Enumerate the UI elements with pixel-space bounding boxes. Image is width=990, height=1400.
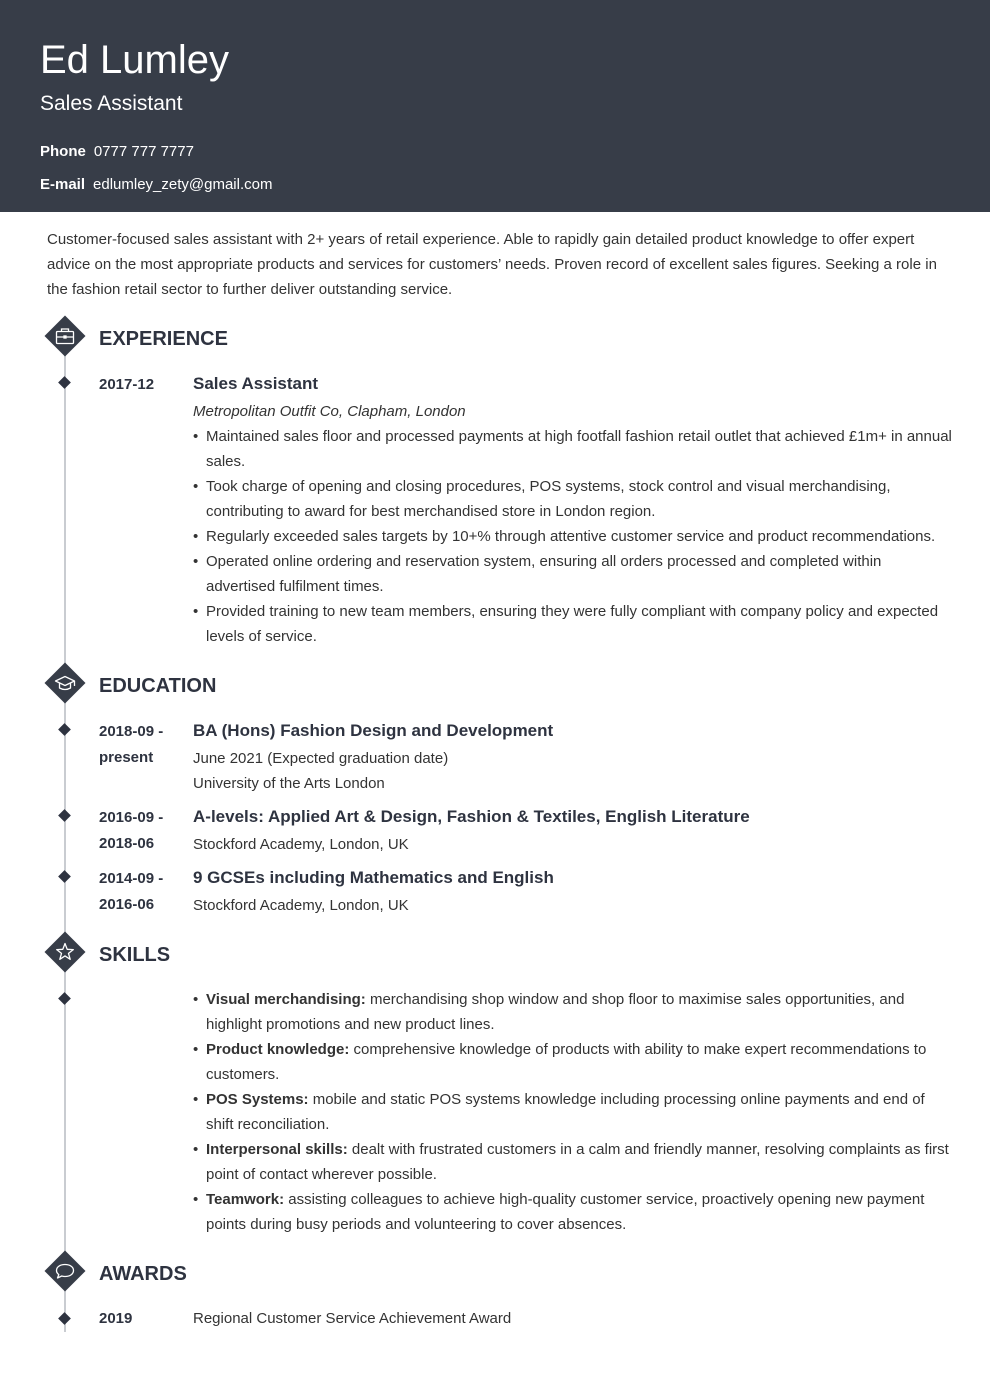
list-item: • Took charge of opening and closing procedures, POS systems, stock control and visual merchandising, contributing to award for best merchandised store in London region. [193, 474, 953, 524]
list-item [193, 987, 953, 1037]
education-title: 9 GCSEs including Mathematics and English [193, 868, 554, 887]
education-heading: EDUCATION [99, 675, 217, 697]
list-item [193, 1087, 953, 1137]
job-bullets [193, 424, 953, 649]
email-row [40, 176, 272, 194]
briefcase-icon [44, 315, 86, 357]
list-item: • Operated online ordering and reservation system, ensuring all orders processed and completed within advertised fulfilment times. [193, 549, 953, 599]
email-value[interactable]: edlumley_zety@gmail.com [93, 176, 273, 193]
job-title: Sales Assistant [193, 374, 319, 393]
email-label: E-mail [40, 176, 86, 193]
experience-heading: EXPERIENCE [99, 328, 228, 350]
timeline-dot [58, 809, 71, 822]
experience-date: 2017-12 [99, 376, 155, 393]
job-company: Metropolitan Outfit Co, Clapham, London [193, 403, 466, 420]
list-item: • Maintained sales floor and processed payments at high footfall fashion retail outlet that achieved £1m+ in annual sales. [193, 424, 953, 474]
timeline-dot [58, 723, 71, 736]
skill-name: Teamwork: [206, 1191, 285, 1208]
education-title: BA (Hons) Fashion Design and Development [193, 721, 554, 740]
skill-name: Visual merchandising: [206, 991, 366, 1008]
education-date-end: 2016-06 [99, 896, 155, 913]
education-school: Stockford Academy, London, UK [193, 897, 409, 914]
skill-description: dealt with frustrated customers in a calm and friendly manner, resolving complaints as first point of contact wherever possible. [206, 1141, 949, 1183]
candidate-name: Ed Lumley [40, 38, 229, 82]
list-item: • Regularly exceeded sales targets by 10+% through attentive customer service and product recommendations. [193, 524, 953, 549]
skill-description: assisting colleagues to achieve high-quality customer service, proactively opening new payment points during busy periods and volunteering to cover absences. [206, 1191, 925, 1233]
list-item [193, 1037, 953, 1087]
candidate-role: Sales Assistant [40, 92, 183, 115]
skill-description: comprehensive knowledge of products with ability to make expert recommendations to customers. [206, 1041, 927, 1083]
resume-header [0, 0, 990, 212]
phone-value: 0777 777 7777 [93, 143, 194, 160]
award-date: 2019 [99, 1310, 133, 1327]
award-title: Regional Customer Service Achievement Award [193, 1310, 512, 1327]
skill-name: Interpersonal skills: [206, 1141, 348, 1158]
timeline-dot [58, 870, 71, 883]
education-date-start: 2018-09 - [99, 723, 164, 740]
education-title: A-levels: Applied Art & Design, Fashion & Textiles, English Literature [193, 807, 750, 826]
speech-bubble-icon [44, 1250, 86, 1292]
skill-description: mobile and static POS systems knowledge including processing online payments and end of shift reconciliation. [206, 1091, 925, 1133]
timeline-dot [58, 1312, 71, 1325]
graduation-cap-icon [44, 662, 86, 704]
list-item: • Provided training to new team members, ensuring they were fully compliant with company policy and expected levels of service. [193, 599, 953, 649]
profile-summary: Customer-focused sales assistant with 2+ years of retail experience. Able to rapidly gain detailed product knowledge to offer expert advice on the most appropriate products and services for customers’ needs. Proven record of excellent sales figures. Seeking a role in the fashion retail sector to further deliver outstanding service. [47, 231, 937, 298]
skills-list [193, 987, 953, 1237]
education-school: University of the Arts London [193, 775, 385, 792]
phone-label: Phone [40, 143, 86, 160]
education-detail: June 2021 (Expected graduation date) [193, 750, 449, 767]
timeline-dot [58, 376, 71, 389]
awards-heading: AWARDS [99, 1263, 187, 1285]
timeline-line [64, 340, 66, 1332]
skill-name: Product knowledge: [206, 1041, 350, 1058]
education-date-end: present [99, 749, 154, 766]
skill-description: merchandising shop window and shop floor to maximise sales opportunities, and highlight promotions and new product lines. [206, 991, 905, 1033]
skills-heading: SKILLS [99, 944, 171, 966]
list-item [193, 1137, 953, 1187]
education-date-start: 2016-09 - [99, 809, 164, 826]
star-icon [44, 931, 86, 973]
education-school: Stockford Academy, London, UK [193, 836, 409, 853]
education-date-start: 2014-09 - [99, 870, 164, 887]
education-date-end: 2018-06 [99, 835, 155, 852]
list-item [193, 1187, 953, 1237]
skill-name: POS Systems: [206, 1091, 309, 1108]
timeline-dot [58, 992, 71, 1005]
phone-row [40, 143, 194, 161]
